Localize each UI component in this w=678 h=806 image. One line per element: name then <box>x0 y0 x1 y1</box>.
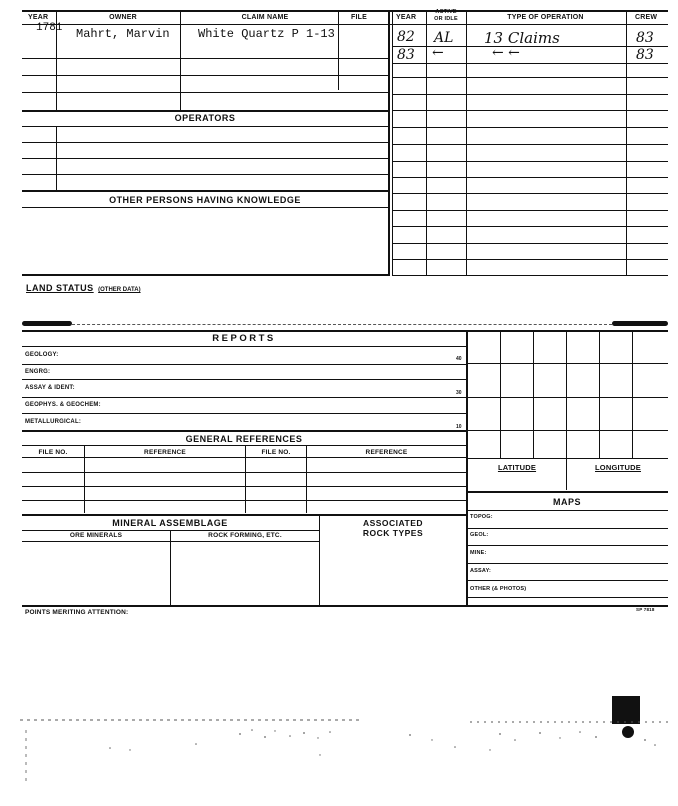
maps-topog: TOPOG: <box>470 514 493 520</box>
row-line <box>466 563 668 564</box>
row-line <box>466 597 668 598</box>
row-line <box>392 110 668 111</box>
divider <box>533 330 534 458</box>
row-line <box>22 207 388 208</box>
maps-mine: MINE: <box>470 550 487 556</box>
divider-bar-middle <box>72 324 612 325</box>
col-header-owner: OWNER <box>109 14 137 21</box>
row-line <box>22 58 388 59</box>
row-line <box>392 77 668 78</box>
associated-label-1: ASSOCIATED <box>362 518 424 528</box>
row-line <box>22 158 388 159</box>
divider <box>306 445 307 513</box>
report-geology: GEOLOGY: <box>25 352 59 358</box>
report-number-40: 40 <box>456 356 462 362</box>
header-bottom-line <box>22 24 668 25</box>
maps-assay: ASSAY: <box>470 568 492 574</box>
owner-entry-name: Mahrt, Marvin <box>76 27 170 41</box>
reports-top-line <box>22 330 668 332</box>
row-line <box>466 580 668 581</box>
row-line <box>392 63 668 64</box>
other-persons-bottom-line <box>22 274 388 276</box>
row-line <box>22 364 466 365</box>
ref-col-reference-2: REFERENCE <box>365 449 408 456</box>
row-line <box>392 144 668 145</box>
divider <box>599 330 600 458</box>
divider <box>626 10 627 276</box>
divider <box>245 445 246 513</box>
col-header-active-2: OR IDLE <box>434 16 458 22</box>
maps-title: MAPS <box>552 497 581 507</box>
divider <box>319 514 320 606</box>
op-row-1-active: AL <box>434 30 454 46</box>
owner-entry-claim: White Quartz P 1-13 <box>198 27 335 41</box>
row-line <box>22 92 388 93</box>
row-line <box>392 226 668 227</box>
operators-top-line <box>22 110 388 112</box>
maps-other: OTHER (& PHOTOS) <box>470 586 527 592</box>
points-meriting-label: POINTS MERITING ATTENTION: <box>25 609 129 616</box>
mineral-assemblage-title: MINERAL ASSEMBLAGE <box>112 518 228 528</box>
row-line <box>22 486 466 487</box>
land-status-sub: (OTHER DATA) <box>98 287 141 293</box>
divider <box>180 10 181 110</box>
mineral-assemblage-top-line <box>22 514 466 516</box>
operators-label: OPERATORS <box>174 113 236 123</box>
row-line <box>22 500 466 501</box>
divider <box>392 10 393 276</box>
row-line <box>22 397 466 398</box>
reports-title: REPORTS <box>212 333 276 344</box>
report-number-10: 10 <box>456 424 462 430</box>
divider <box>338 10 339 90</box>
divider <box>170 530 171 606</box>
row-line <box>392 259 668 260</box>
divider <box>466 10 467 276</box>
row-line <box>392 127 668 128</box>
op-row-1-year: 82 <box>397 29 415 45</box>
report-geophys: GEOPHYS. & GEOCHEM: <box>25 402 101 408</box>
row-line <box>466 510 668 511</box>
col-header-year2: YEAR <box>396 14 417 21</box>
ref-col-file-no-2: FILE NO. <box>261 449 291 456</box>
row-line <box>392 161 668 162</box>
top-border <box>22 10 668 12</box>
op-row-2-active: ← <box>432 45 444 61</box>
row-line <box>22 472 466 473</box>
longitude-label: LONGITUDE <box>595 463 641 472</box>
row-line <box>466 458 668 459</box>
op-row-2-type: ← ← <box>492 45 520 61</box>
land-status-main: LAND STATUS <box>26 283 94 293</box>
bottom-line <box>22 605 668 607</box>
row-line <box>466 545 668 546</box>
row-line <box>466 528 668 529</box>
report-engrg: ENGRG: <box>25 369 51 375</box>
col-header-type-of-operation: TYPE OF OPERATION <box>507 14 584 21</box>
row-line <box>466 363 668 364</box>
row-line <box>22 142 388 143</box>
other-persons-label: OTHER PERSONS HAVING KNOWLEDGE <box>109 195 301 205</box>
divider-bar-right <box>612 321 668 326</box>
form-code: SP 7818 <box>636 607 655 612</box>
row-line <box>22 126 388 127</box>
row-line <box>22 530 320 531</box>
report-assay: ASSAY & IDENT: <box>25 385 75 391</box>
row-line <box>392 243 668 244</box>
row-line <box>466 430 668 431</box>
maps-top-line <box>466 491 668 493</box>
op-row-2-year: 83 <box>397 47 415 63</box>
row-line <box>22 379 466 380</box>
divider <box>632 330 633 458</box>
general-references-top-line <box>22 430 466 432</box>
op-row-1-type: 13 Claims <box>484 29 560 47</box>
row-line <box>392 210 668 211</box>
rock-forming-label: ROCK FORMING, ETC. <box>208 532 282 539</box>
row-line <box>22 541 320 542</box>
divider <box>500 330 501 458</box>
row-line <box>22 457 466 458</box>
col-header-year: YEAR <box>28 14 49 21</box>
ref-col-file-no-1: FILE NO. <box>38 449 68 456</box>
row-line <box>392 46 668 47</box>
ore-minerals-label: ORE MINERALS <box>69 532 123 539</box>
row-line <box>22 346 466 347</box>
other-persons-top-line <box>22 190 388 192</box>
divider <box>56 126 57 190</box>
row-line <box>466 397 668 398</box>
row-line <box>392 275 668 276</box>
latitude-label: LATITUDE <box>497 463 537 472</box>
report-metallurgical: METALLURGICAL: <box>25 419 82 425</box>
row-line <box>392 94 668 95</box>
row-line <box>392 177 668 178</box>
op-row-2-crew: 83 <box>636 47 654 63</box>
general-references-title: GENERAL REFERENCES <box>185 434 303 444</box>
divider <box>426 10 427 276</box>
row-line <box>22 413 466 414</box>
maps-geol: GEOL: <box>470 532 489 538</box>
divider <box>466 330 468 606</box>
col-header-claim-name: CLAIM NAME <box>241 14 289 21</box>
row-line <box>22 174 388 175</box>
report-number-30: 30 <box>456 390 462 396</box>
divider <box>84 445 85 513</box>
scan-noise <box>0 700 678 790</box>
divider-bar-left <box>22 321 72 326</box>
row-line <box>392 193 668 194</box>
col-header-file: FILE <box>351 14 367 21</box>
owner-entry-year: 1781 <box>36 22 63 34</box>
row-line <box>22 75 388 76</box>
divider <box>566 330 567 490</box>
col-header-crew: CREW <box>635 14 658 21</box>
row-line <box>22 445 466 446</box>
op-row-1-crew: 83 <box>636 30 654 46</box>
associated-label-2: ROCK TYPES <box>362 528 424 538</box>
divider <box>388 10 390 276</box>
ref-col-reference-1: REFERENCE <box>144 449 186 456</box>
land-status-label <box>26 278 141 296</box>
col-header-active-1: ACTIVE <box>435 9 457 15</box>
